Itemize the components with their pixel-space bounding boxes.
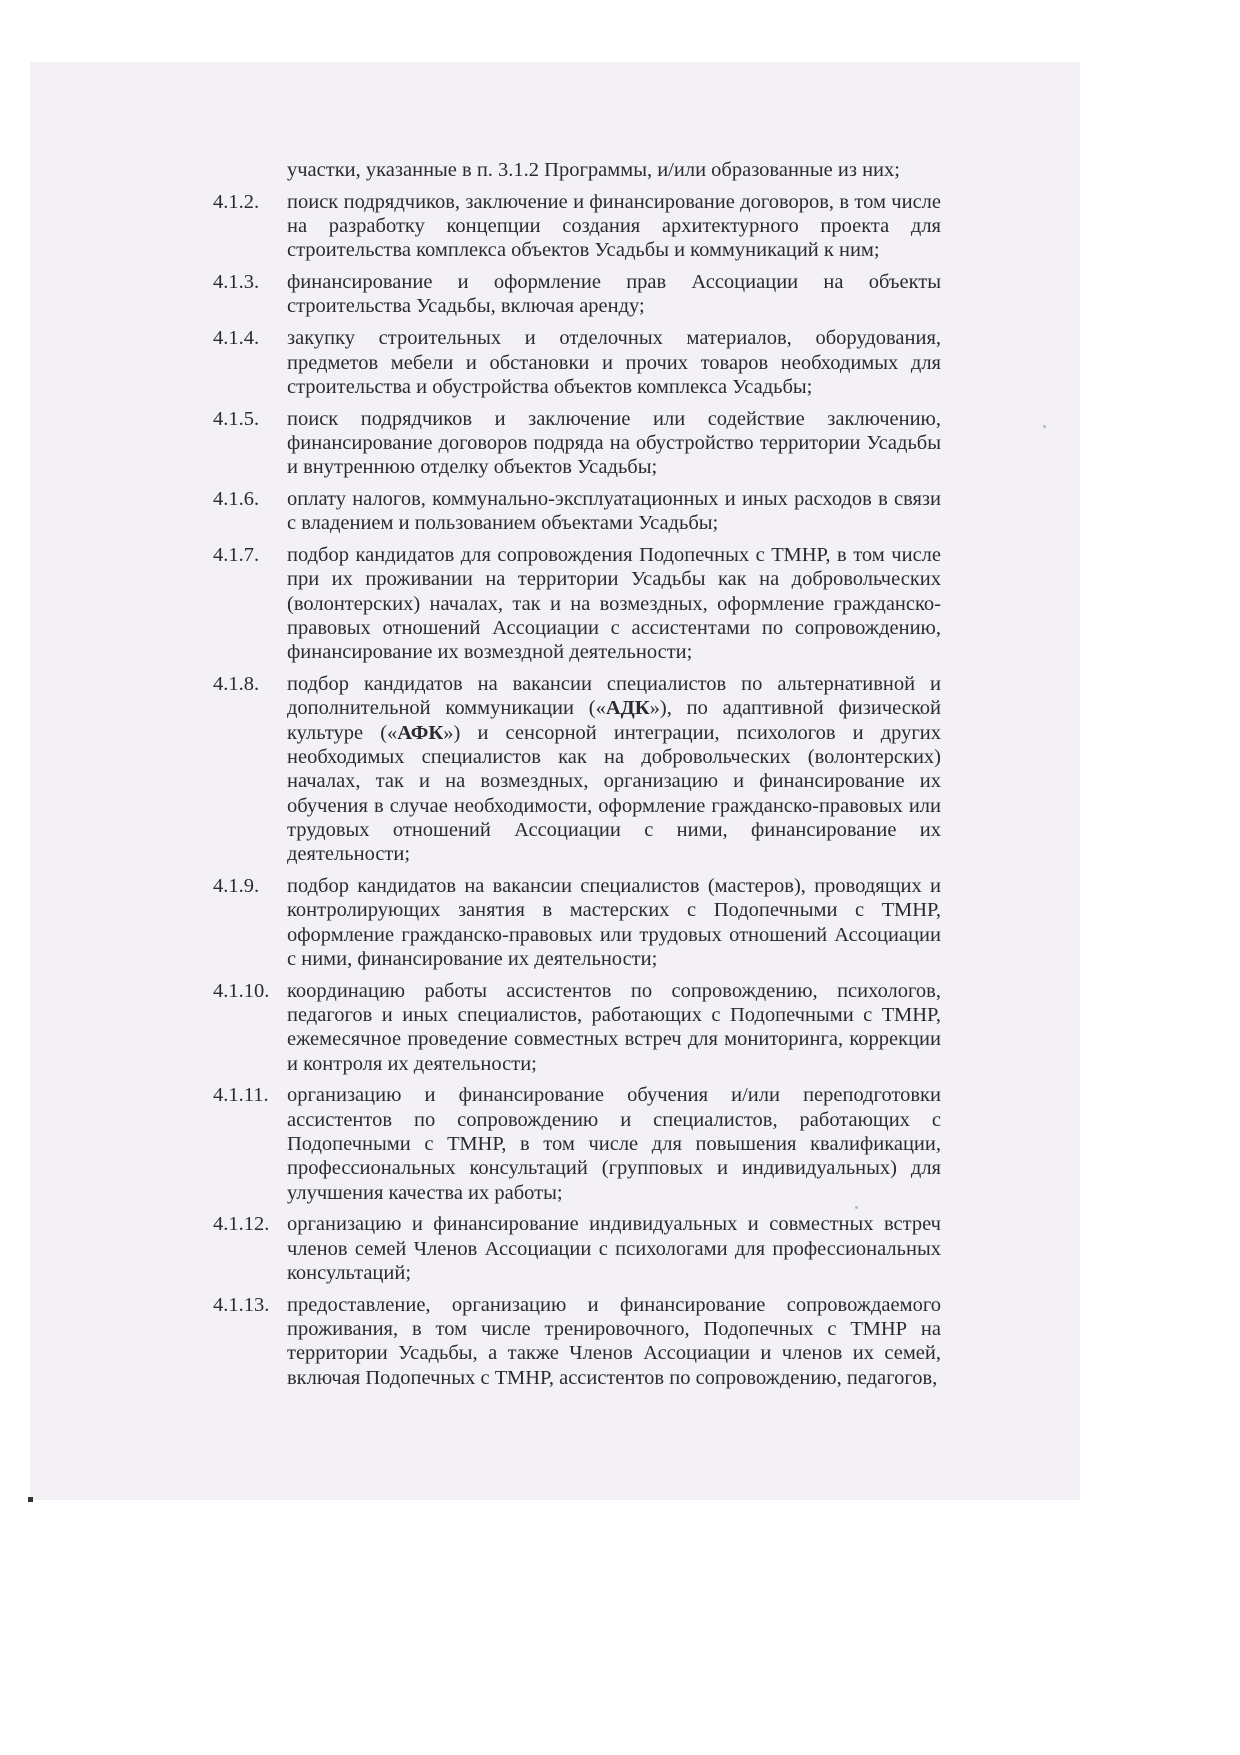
text-line: оформление гражданско-правовых или трудовых отношений Ассоциации <box>287 923 941 946</box>
text-line: Подопечными с ТМНР, в том числе для повышения квалификации, <box>287 1132 941 1155</box>
scan-mark <box>28 1497 33 1502</box>
list-item <box>213 190 943 263</box>
item-text <box>287 1212 941 1285</box>
text-line: дополнительной коммуникации («АДК»), по адаптивной физической <box>287 697 941 720</box>
text-line: организацию и финансирование обучения и/или переподготовки <box>287 1084 941 1107</box>
text-line: трудовых отношений Ассоциации с ними, финансирование их <box>287 818 941 841</box>
item-text <box>287 672 941 866</box>
item-number: 4.1.3. <box>213 271 260 294</box>
item-number: 4.1.8. <box>213 673 260 696</box>
text-line: с владением и пользованием объектами Усадьбы; <box>287 512 719 535</box>
text-line: при их проживании на территории Усадьбы как на добровольческих <box>287 568 941 591</box>
text-line: закупку строительных и отделочных материалов, оборудования, <box>287 327 941 350</box>
text-line: (волонтерских) началах, так и на возмездных, оформление гражданско- <box>287 592 941 615</box>
text-line: консультаций; <box>287 1261 412 1284</box>
item-number: 4.1.13. <box>213 1293 270 1316</box>
text-line: предметов мебели и обстановки и прочих товаров необходимых для <box>287 351 941 374</box>
item-text <box>287 158 941 182</box>
text-line: организацию и финансирование индивидуальных и совместных встреч <box>287 1213 941 1236</box>
list-item <box>213 1293 943 1390</box>
list-item <box>213 407 943 480</box>
text-line: культуре («АФК») и сенсорной интеграции, психологов и других <box>287 721 942 744</box>
scan-speck <box>1043 425 1046 428</box>
item-number: 4.1.6. <box>213 488 260 511</box>
item-text <box>287 979 941 1076</box>
list-item <box>213 326 943 399</box>
text-line: проживания, в том числе тренировочного, Подопечных с ТМНР на <box>287 1318 941 1341</box>
text-line: включая Подопечных с ТМНР, ассистентов по сопровождению, педагогов, <box>287 1366 938 1389</box>
text-line: финансирование договоров подряда на обустройство территории Усадьбы <box>287 431 941 454</box>
list-item <box>213 487 943 536</box>
text-line: и внутреннюю отделку объектов Усадьбы; <box>287 456 658 479</box>
item-number: 4.1.5. <box>213 407 260 430</box>
list-item <box>213 1212 943 1285</box>
item-number: 4.1.10. <box>213 979 270 1002</box>
item-number: 4.1.7. <box>213 544 260 567</box>
document-body <box>213 158 943 1397</box>
list-item <box>213 1083 943 1204</box>
item-text <box>287 1293 941 1390</box>
text-line: на разработку концепции создания архитектурного проекта для <box>287 215 941 238</box>
text-line: ассистентов по сопровождению и специалистов, работающих с <box>287 1108 941 1131</box>
text-line: деятельности; <box>287 843 411 866</box>
text-line: подбор кандидатов на вакансии специалистов по альтернативной и <box>287 673 941 696</box>
text-line: предоставление, организацию и финансирование сопровождаемого <box>287 1293 941 1316</box>
text-line: обучения в случае необходимости, оформление гражданско-правовых или <box>287 794 941 817</box>
item-text <box>287 487 941 536</box>
text-line: строительства и обустройства объектов комплекса Усадьбы; <box>287 375 813 398</box>
list-item <box>213 979 943 1076</box>
item-text <box>287 190 941 263</box>
text-line: финансирование и оформление прав Ассоциации на объекты <box>287 271 941 294</box>
list-item <box>213 158 943 182</box>
text-line: улучшения качества их работы; <box>287 1181 563 1204</box>
text-line: строительства Усадьбы, включая аренду; <box>287 295 645 318</box>
item-text <box>287 270 941 319</box>
text-line: координацию работы ассистентов по сопровождению, психологов, <box>287 979 941 1002</box>
item-text <box>287 1083 941 1204</box>
item-number: 4.1.4. <box>213 327 260 350</box>
text-line: и контроля их деятельности; <box>287 1052 537 1075</box>
text-line: оплату налогов, коммунально-эксплуатационных и иных расходов в связи <box>287 488 941 511</box>
list-item <box>213 543 943 664</box>
list-item <box>213 270 943 319</box>
text-line: профессиональных консультаций (групповых и индивидуальных) для <box>287 1157 941 1180</box>
text-line: территории Усадьбы, а также Членов Ассоциации и членов их семей, <box>287 1342 941 1365</box>
text-line: участки, указанные в п. 3.1.2 Программы, и/или образованные из них; <box>287 159 900 181</box>
list-item <box>213 672 943 866</box>
text-line: контролирующих занятия в мастерских с Подопечными с ТМНР, <box>287 899 941 922</box>
list-item <box>213 874 943 971</box>
text-line: подбор кандидатов на вакансии специалистов (мастеров), проводящих и <box>287 875 941 898</box>
text-line: подбор кандидатов для сопровождения Подопечных с ТМНР, в том числе <box>287 544 941 567</box>
item-text <box>287 874 941 971</box>
text-line: строительства комплекса объектов Усадьбы и коммуникаций к ним; <box>287 239 880 262</box>
item-number: 4.1.11. <box>213 1084 269 1107</box>
item-text <box>287 326 941 399</box>
text-line: правовых отношений Ассоциации с ассистентами по сопровождению, <box>287 617 941 640</box>
text-line: педагогов и иных специалистов, работающих с Подопечными с ТМНР, <box>287 1004 941 1026</box>
text-line: членов семей Членов Ассоциации с психологами для профессиональных <box>287 1237 941 1260</box>
text-line: началах, так и на возмездных, организацию и финансирование их <box>287 770 941 793</box>
item-number: 4.1.9. <box>213 875 260 898</box>
bold-term: АДК <box>605 697 650 720</box>
text-line: с ними, финансирование их деятельности; <box>287 947 658 970</box>
text-line: финансирование их возмездной деятельности; <box>287 641 693 664</box>
text-line: поиск подрядчиков и заключение или содействие заключению, <box>287 407 941 430</box>
item-number: 4.1.2. <box>213 190 260 213</box>
item-text <box>287 407 941 480</box>
text-line: необходимых специалистов как на добровольческих (волонтерских) <box>287 746 941 769</box>
text-line: ежемесячное проведение совместных встреч для мониторинга, коррекции <box>287 1028 941 1051</box>
item-number: 4.1.12. <box>213 1213 270 1236</box>
text-line: поиск подрядчиков, заключение и финансирование договоров, в том числе <box>287 190 941 213</box>
bold-term: АФК <box>397 721 444 744</box>
item-text <box>287 543 941 664</box>
